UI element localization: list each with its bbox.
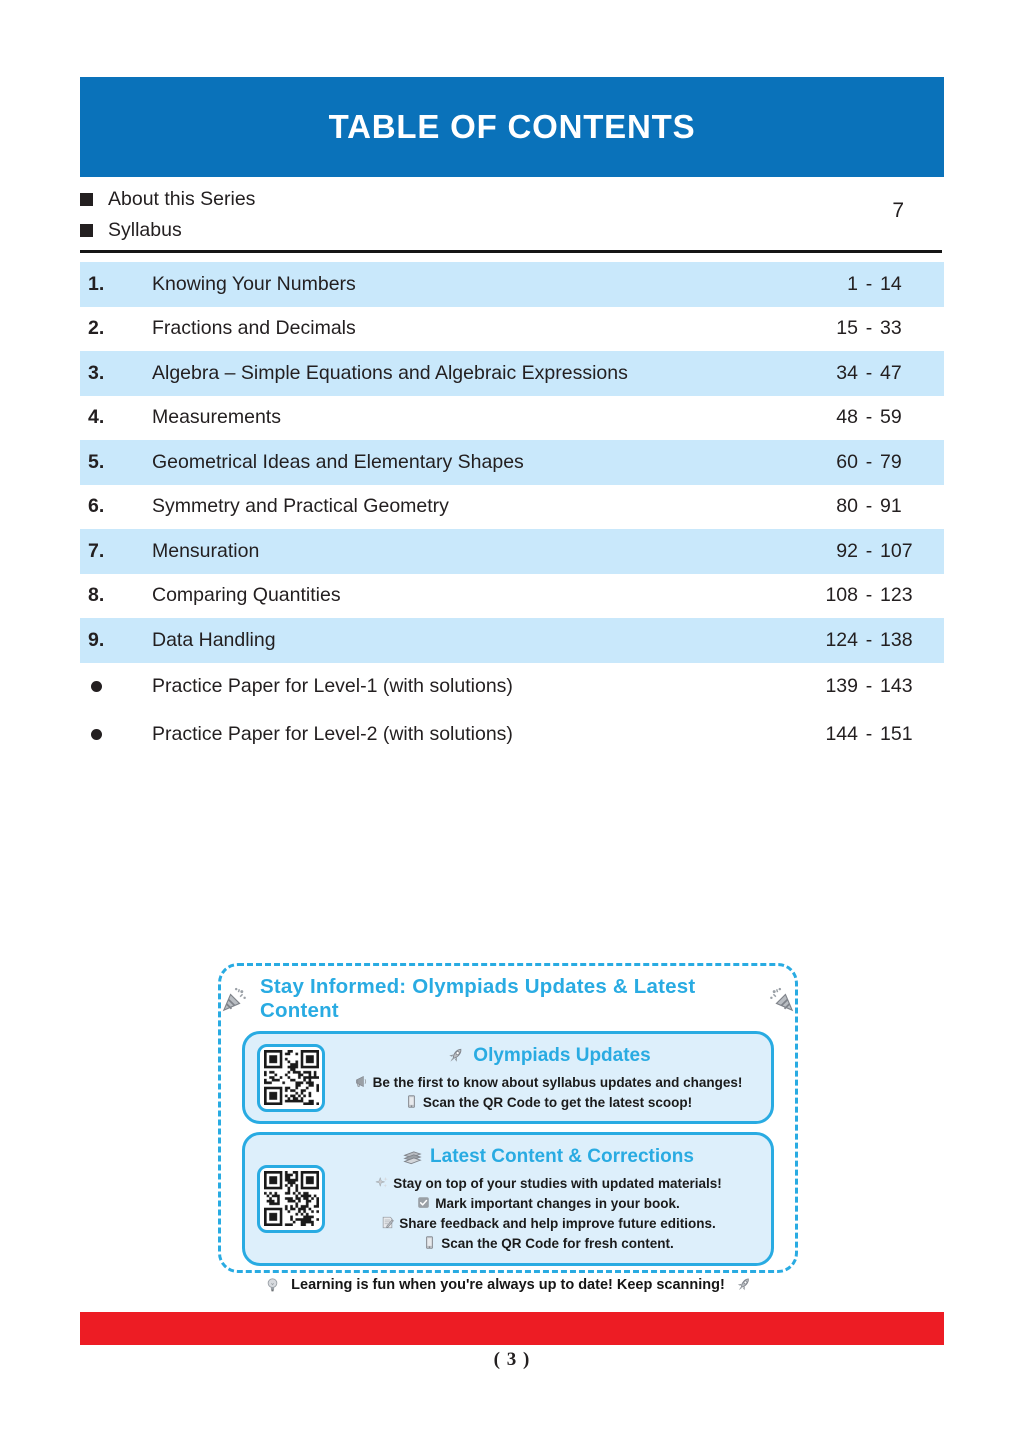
megaphone-icon xyxy=(354,1074,369,1089)
info-card-line-text: to get the latest scoop! xyxy=(540,1094,693,1110)
page-start: 139 xyxy=(825,675,858,697)
toc-chapter-title: Fractions and Decimals xyxy=(152,317,356,340)
front-item-syllabus xyxy=(80,215,944,246)
page-end: 91 xyxy=(880,495,902,518)
info-card-heading xyxy=(337,1042,759,1071)
page-end: 47 xyxy=(880,361,902,384)
toc-page-range xyxy=(818,406,926,429)
qr-code-olympiads-updates xyxy=(257,1044,325,1112)
toc-row xyxy=(80,485,944,530)
toc-page-range xyxy=(818,723,926,746)
sparkles-icon xyxy=(374,1175,389,1190)
page-end: 107 xyxy=(880,539,913,562)
info-card-line-text: Mark important changes in your book. xyxy=(435,1195,680,1211)
page-end: 151 xyxy=(880,723,913,745)
circle-bullet-icon xyxy=(91,681,102,692)
phone-icon xyxy=(422,1235,437,1250)
toc-chapter-title: Knowing Your Numbers xyxy=(152,272,356,295)
page-header xyxy=(80,77,944,177)
toc-chapter-title: Symmetry and Practical Geometry xyxy=(152,495,449,518)
page-dash: - xyxy=(865,584,873,607)
stay-informed-footer-text: Learning is fun when you're always up to date! Keep scanning! xyxy=(291,1277,725,1293)
page-end: 59 xyxy=(880,406,902,429)
toc-chapter-number: 1. xyxy=(88,272,105,295)
stay-informed-title-row xyxy=(221,975,795,1023)
toc-chapter-title: Mensuration xyxy=(152,539,260,562)
qr-code-latest-content xyxy=(257,1165,325,1233)
page-dash: - xyxy=(865,317,873,340)
page-start: 124 xyxy=(825,628,858,651)
page-end: 138 xyxy=(880,628,913,651)
info-card-heading-text: Olympiads Updates xyxy=(473,1045,651,1066)
toc-chapter-number: 6. xyxy=(88,495,105,518)
toc-row xyxy=(80,440,944,485)
info-card-line xyxy=(337,1174,759,1194)
toc-row xyxy=(80,307,944,352)
toc-row xyxy=(80,351,944,396)
page-end: 79 xyxy=(880,450,902,473)
party-popper-icon xyxy=(221,986,248,1013)
page-start: 34 xyxy=(836,361,858,384)
books-icon xyxy=(402,1147,423,1168)
stay-informed-footer xyxy=(263,1276,753,1295)
info-card xyxy=(242,1132,774,1266)
page-start: 92 xyxy=(836,539,858,562)
front-item-label: About this Series xyxy=(108,188,256,210)
toc-page-range xyxy=(818,584,926,607)
toc-chapter-number: 7. xyxy=(88,539,105,562)
page-dash: - xyxy=(865,450,873,473)
page-dash: - xyxy=(865,272,873,295)
info-card-body xyxy=(337,1143,759,1255)
lightbulb-icon xyxy=(263,1276,282,1295)
toc-page-range xyxy=(818,675,926,698)
toc-chapter-title: Geometrical Ideas and Elementary Shapes xyxy=(152,450,524,473)
party-popper-icon xyxy=(768,986,795,1013)
info-card-heading-text: Latest Content & Corrections xyxy=(430,1146,694,1167)
page-dash: - xyxy=(865,495,873,518)
toc-list xyxy=(80,262,944,759)
toc-chapter-title: Practice Paper for Level-2 (with solutions) xyxy=(152,723,513,745)
info-card-line xyxy=(337,1234,759,1254)
page-end: 143 xyxy=(880,675,913,697)
page-end: 14 xyxy=(880,272,902,295)
checkbox-icon xyxy=(416,1195,431,1210)
toc-row xyxy=(80,574,944,619)
page-start: 108 xyxy=(825,584,858,607)
info-card-line-text: Share feedback and help improve future editions. xyxy=(399,1216,716,1231)
toc-row xyxy=(80,262,944,307)
toc-chapter-title: Measurements xyxy=(152,406,281,429)
front-matter xyxy=(80,184,944,246)
page-dash: - xyxy=(865,361,873,384)
toc-page-range xyxy=(818,317,926,340)
toc-chapter-title: Data Handling xyxy=(152,628,276,651)
front-page-number: 7 xyxy=(892,199,904,222)
rocket-icon xyxy=(734,1276,753,1295)
toc-row-practice xyxy=(80,663,944,711)
toc-page-range xyxy=(818,451,926,474)
toc-chapter-number: 2. xyxy=(88,317,105,340)
footer-red-bar xyxy=(80,1312,944,1345)
page-dash: - xyxy=(865,628,873,651)
info-card-line-text: Scan the QR Code xyxy=(441,1236,559,1252)
toc-page-range xyxy=(818,273,926,296)
page-start: 15 xyxy=(836,317,858,340)
toc-row xyxy=(80,529,944,574)
info-cards xyxy=(242,1023,774,1266)
toc-page-range xyxy=(818,540,926,563)
toc-bullet xyxy=(88,675,152,698)
toc-chapter-number: 3. xyxy=(88,361,105,384)
square-bullet-icon xyxy=(80,193,93,206)
page-end: 33 xyxy=(880,317,902,340)
page-dash: - xyxy=(865,675,873,697)
page-start: 80 xyxy=(836,495,858,518)
toc-bullet xyxy=(88,723,152,746)
toc-chapter-title: Algebra – Simple Equations and Algebraic Expressions xyxy=(152,361,628,384)
info-card-line xyxy=(337,1073,759,1093)
rocket-icon xyxy=(445,1046,466,1067)
toc-row xyxy=(80,618,944,663)
front-item-label: Syllabus xyxy=(108,219,182,241)
stay-informed-box xyxy=(218,963,798,1293)
info-card-line xyxy=(337,1093,759,1113)
info-card-line-text: Scan the QR Code xyxy=(422,1094,541,1110)
info-card-line xyxy=(337,1194,759,1214)
phone-icon xyxy=(404,1094,419,1109)
toc-chapter-title: Comparing Quantities xyxy=(152,584,341,607)
memo-icon xyxy=(380,1215,395,1230)
toc-chapter-number: 8. xyxy=(88,584,105,607)
toc-row-practice xyxy=(80,711,944,759)
toc-row xyxy=(80,396,944,441)
page-dash: - xyxy=(865,723,873,745)
page-dash: - xyxy=(865,406,873,429)
toc-chapter-title: Practice Paper for Level-1 (with solutions) xyxy=(152,675,513,697)
square-bullet-icon xyxy=(80,224,93,237)
page-number: ( 3 ) xyxy=(493,1349,531,1370)
toc-chapter-number: 5. xyxy=(88,450,105,473)
info-card-line-text: Be the first to know about syllabus updates and changes! xyxy=(372,1074,743,1090)
page-end: 123 xyxy=(880,584,913,607)
page-start: 48 xyxy=(836,406,858,429)
page-start: 60 xyxy=(836,450,858,473)
divider-rule xyxy=(80,250,942,253)
toc-page-range xyxy=(818,629,926,652)
toc-chapter-number: 9. xyxy=(88,628,105,651)
page-dash: - xyxy=(865,539,873,562)
front-item-about xyxy=(80,184,944,215)
page-title: TABLE OF CONTENTS xyxy=(328,108,696,145)
info-card-line-text: Stay on top of your studies with updated materials! xyxy=(393,1175,722,1191)
page-start: 1 xyxy=(847,272,858,295)
page-start: 144 xyxy=(825,723,858,745)
toc-page-range xyxy=(818,495,926,518)
info-card-line-text: for fresh content. xyxy=(559,1236,674,1252)
toc-chapter-number: 4. xyxy=(88,406,105,429)
stay-informed-title: Stay Informed: Olympiads Updates & Latest Content xyxy=(260,975,696,1022)
info-card-body xyxy=(337,1042,759,1113)
info-card xyxy=(242,1031,774,1124)
info-card-line xyxy=(337,1214,759,1234)
toc-page-range xyxy=(818,362,926,385)
circle-bullet-icon xyxy=(91,729,102,740)
info-card-heading xyxy=(337,1143,759,1172)
